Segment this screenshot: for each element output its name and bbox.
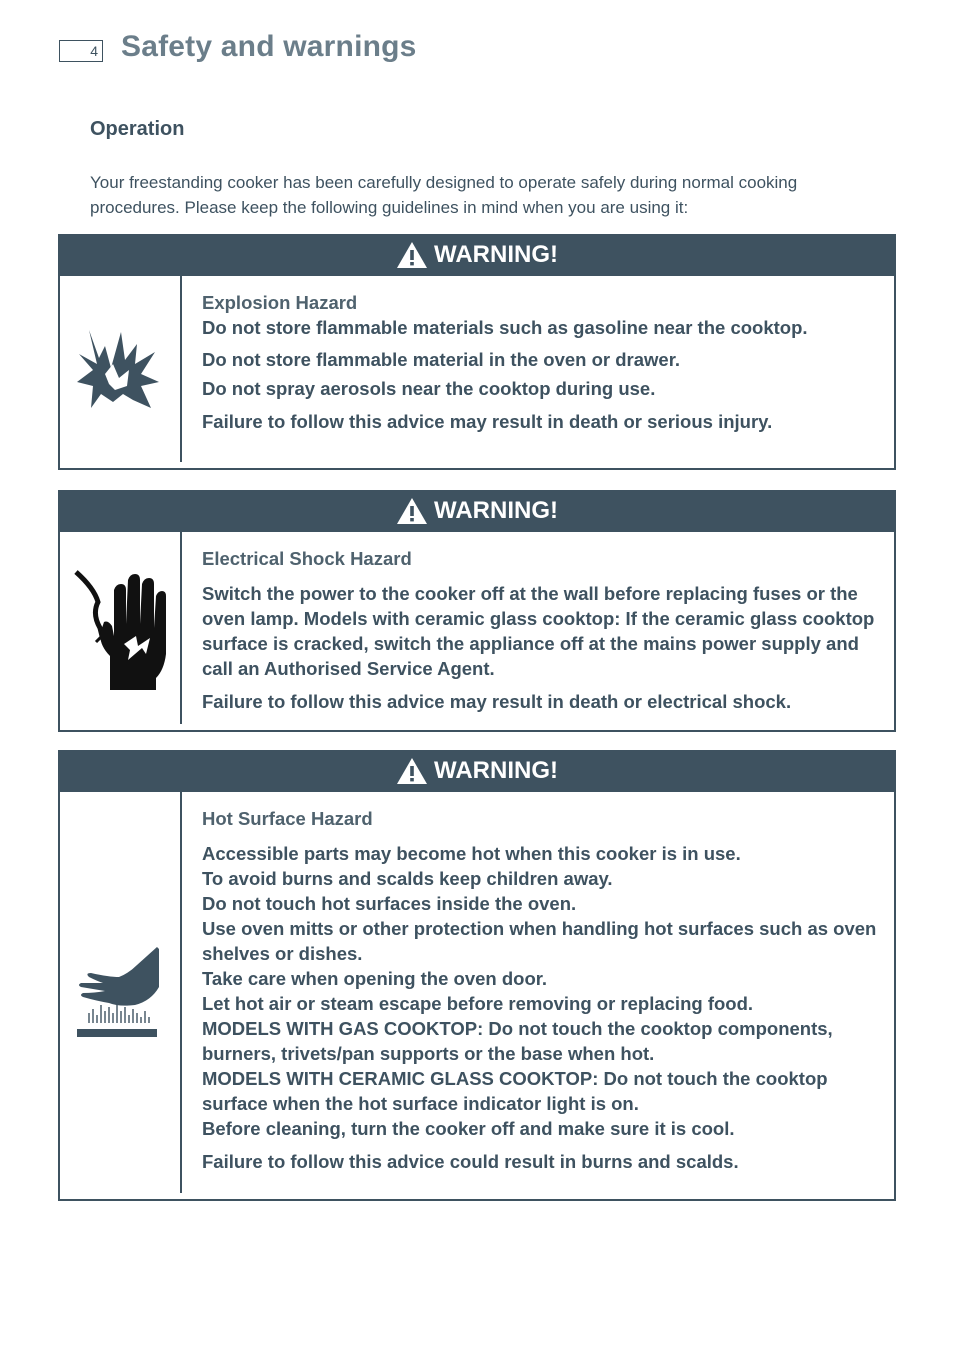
warning-line: Do not touch hot surfaces inside the oven.	[202, 893, 577, 914]
warning-line: Accessible parts may become hot when this cooker is in use.	[202, 843, 741, 864]
warning-line: Do not spray aerosols near the cooktop during use.	[202, 378, 656, 399]
warning-text	[182, 792, 894, 1197]
consequence-text: Failure to follow this advice may result in death or serious injury.	[202, 411, 773, 432]
warning-line: MODELS WITH CERAMIC GLASS COOKTOP: Do not touch the cooktop surface when the hot surface indicator light is on.	[202, 1068, 828, 1114]
warning-line: Take care when opening the oven door.	[202, 968, 548, 989]
warning-line: Before cleaning, turn the cooker off and make sure it is cool.	[202, 1118, 735, 1139]
warning-box-explosion	[58, 234, 896, 470]
warning-triangle-icon	[396, 241, 428, 269]
intro-paragraph: Your freestanding cooker has been carefully designed to operate safely during normal cooking procedures. Please keep the following guidelines in mind when you are using it:	[90, 173, 798, 217]
warning-line: To avoid burns and scalds keep children away.	[202, 868, 613, 889]
warning-line: Switch the power to the cooker off at the wall before replacing fuses or the oven lamp. Models with ceramic glass cooktop: If the ceramic glass cooktop surface is cracked, switch the appliance off at the mains power supply and call an Authorised Service Agent.	[202, 583, 875, 679]
section-heading: Operation	[90, 118, 185, 140]
warning-line: Let hot air or steam escape before removing or replacing food.	[202, 993, 754, 1014]
warning-line: MODELS WITH GAS COOKTOP: Do not touch the cooktop components, burners, trivets/pan supports or the base when hot.	[202, 1018, 833, 1064]
warning-line: Do not store flammable materials such as gasoline near the cooktop.	[202, 317, 808, 338]
warning-header	[60, 234, 894, 276]
warning-line: Use oven mitts or other protection when handling hot surfaces such as oven shelves or dishes.	[202, 918, 877, 964]
warning-header-label: WARNING!	[434, 241, 558, 268]
page-number: 4	[59, 40, 103, 62]
hazard-title: Explosion Hazard	[202, 292, 358, 313]
warning-text	[182, 276, 818, 466]
warning-text	[182, 532, 894, 728]
consequence-text: Failure to follow this advice may result in death or electrical shock.	[202, 691, 792, 712]
consequence-text: Failure to follow this advice could result in burns and scalds.	[202, 1151, 739, 1172]
electric-shock-icon	[60, 532, 182, 724]
hazard-title: Electrical Shock Hazard	[202, 548, 412, 569]
warning-header-label: WARNING!	[434, 497, 558, 524]
warning-header-label: WARNING!	[434, 757, 558, 784]
warning-triangle-icon	[396, 757, 428, 785]
warning-box-electrical	[58, 490, 896, 732]
hot-surface-icon	[60, 792, 182, 1193]
hazard-title: Hot Surface Hazard	[202, 808, 373, 829]
page-title: Safety and warnings	[121, 30, 417, 63]
warning-header	[60, 750, 894, 792]
warning-triangle-icon	[396, 497, 428, 525]
warning-box-hot-surface	[58, 750, 896, 1201]
warning-line: Do not store flammable material in the oven or drawer.	[202, 349, 681, 370]
warning-header	[60, 490, 894, 532]
explosion-icon	[60, 276, 182, 462]
